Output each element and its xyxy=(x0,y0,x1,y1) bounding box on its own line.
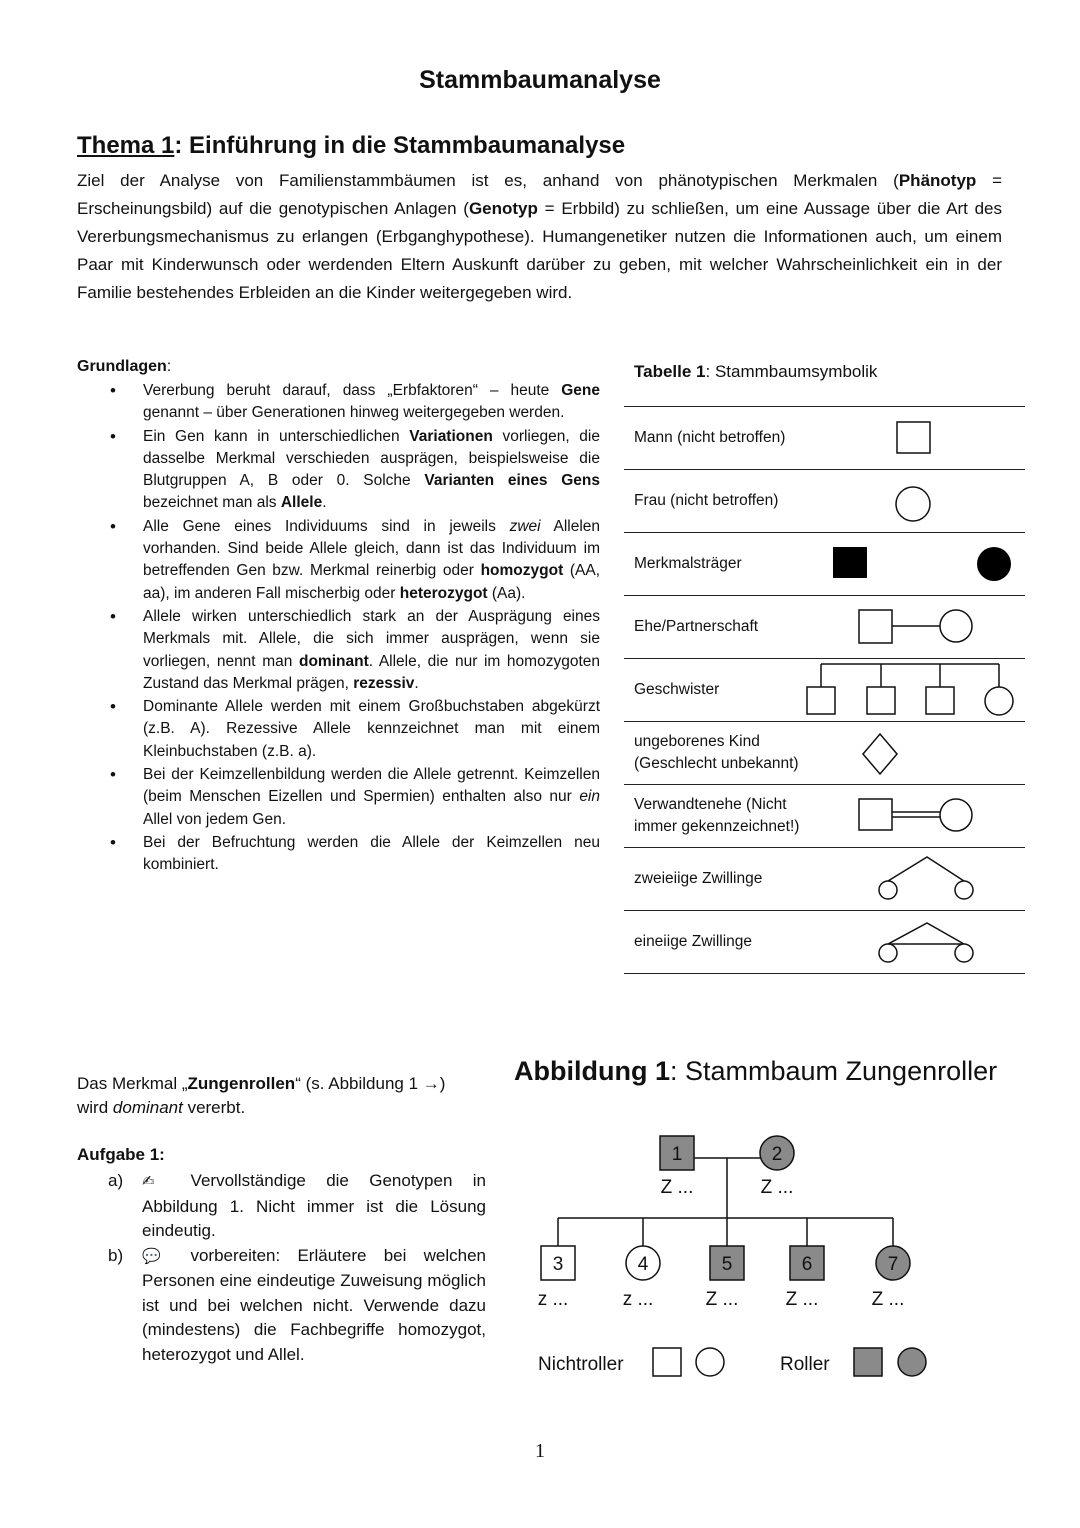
grundlagen-text: Bei der Keimzellenbildung werden die Allele getrennt. Keimzellen (beim Menschen Eizellen und Spermien) enthalten also nur xyxy=(143,766,600,806)
person-number: 5 xyxy=(721,1254,733,1275)
speech-bubble-icon: 💬 xyxy=(142,1247,174,1265)
section-title: : Einführung in die Stammbaumanalyse xyxy=(174,132,626,159)
table-caption xyxy=(634,362,877,382)
dizygotic-twins-icon xyxy=(624,848,1025,910)
page-number: 1 xyxy=(535,1440,545,1462)
genotype-label: Z ... xyxy=(705,1289,739,1310)
intro-text: = Erscheinungsbild) auf die genotypischen Anlagen ( xyxy=(77,171,1003,218)
grundlagen-item xyxy=(108,764,600,831)
symbol-row xyxy=(624,847,1025,910)
siblings-icon xyxy=(624,659,1025,721)
grundlagen-item xyxy=(108,380,600,425)
table-caption-label: Tabelle 1 xyxy=(634,362,706,381)
person-7 xyxy=(872,1246,910,1310)
grundlagen-item xyxy=(108,516,600,605)
aufgabe-b-text: vorbereiten: Erläutere bei welchen Personen eine eindeutige Zuweisung möglich ist und bei welchen nicht. Verwende dazu (mindestens) die Fachbegriffe homozygot, heterozygot und Allel. xyxy=(142,1245,486,1364)
grundlagen-item xyxy=(108,606,600,695)
diamond-icon xyxy=(624,722,1025,784)
aufgabe-a xyxy=(108,1169,486,1244)
grundlagen-text: Allelen vorhanden. Sind beide Allele gleich, dann ist das Individuum im betreffenden Gen bzw. Merkmal reinerbig oder xyxy=(143,517,601,580)
grundlagen-text: . xyxy=(322,494,327,512)
person-5 xyxy=(706,1246,744,1310)
figure-caption-label: Abbildung 1 xyxy=(514,1056,670,1086)
grundlagen-term: heterozygot xyxy=(399,584,488,602)
person-number: 6 xyxy=(801,1254,813,1275)
circle-icon xyxy=(624,470,1025,532)
merkmal-emphasis: dominant xyxy=(112,1098,183,1117)
grundlagen-text: . Allele, die nur im homozygoten Zustand das Merkmal prägen, xyxy=(143,652,600,692)
symbol-row xyxy=(624,532,1025,595)
symbol-row xyxy=(624,784,1025,847)
grundlagen-item xyxy=(108,426,600,515)
symbol-row xyxy=(624,595,1025,658)
symbol-label: zweieiige Zwillinge xyxy=(634,870,763,887)
grundlagen-text: Allele wirken unterschiedlich stark an der Ausprägung eines Merkmals mit. Allele, die sich immer ausprägen, wenn sie vorliegen, nennt man xyxy=(143,607,600,670)
genotype-label: Z ... xyxy=(785,1289,819,1310)
grundlagen-text: . xyxy=(414,674,419,692)
symbol-label: Ehe/Partnerschaft xyxy=(634,618,759,635)
grundlagen-term: ein xyxy=(579,788,600,806)
legend-filled-square-icon xyxy=(854,1348,882,1376)
grundlagen-text: Bei der Befruchtung werden die Allele der Keimzellen neu kombiniert. xyxy=(143,833,600,874)
symbol-label: eineiige Zwillinge xyxy=(634,933,753,950)
symbol-row xyxy=(624,658,1025,721)
legend-filled-circle-icon xyxy=(898,1348,926,1376)
genotype-label: Z ... xyxy=(760,1177,794,1198)
grundlagen-text: genannt – über Generationen hinweg weitergegeben werden. xyxy=(143,404,565,422)
consanguineous-icon xyxy=(624,785,1025,847)
figure-caption-text: : Stammbaum Zungenroller xyxy=(669,1056,998,1086)
grundlagen-heading: Grundlagen: xyxy=(77,358,172,375)
aufgabe-heading: Aufgabe 1: xyxy=(77,1145,165,1164)
aufgabe-list xyxy=(108,1169,486,1367)
legend-square-icon xyxy=(653,1348,681,1376)
aufgabe-a-label: a) xyxy=(108,1171,124,1190)
grundlagen-term: dominant xyxy=(299,652,369,670)
symbol-label: ungeborenes Kind (Geschlecht unbekannt) xyxy=(634,733,799,772)
person-3 xyxy=(538,1246,575,1310)
grundlagen-term: Allele xyxy=(280,494,323,512)
genotype-label: z ... xyxy=(537,1289,569,1310)
person-6 xyxy=(786,1246,824,1310)
person-number: 7 xyxy=(887,1254,899,1275)
aufgabe-b-label: b) xyxy=(108,1245,124,1265)
intro-term: Phänotyp xyxy=(898,171,977,190)
figure-caption xyxy=(514,1056,997,1087)
merkmal-part: Das Merkmal „ xyxy=(77,1074,188,1093)
grundlagen-term: homozygot xyxy=(480,562,564,580)
symbol-row xyxy=(624,910,1025,974)
grundlagen-term: zwei xyxy=(509,517,541,535)
aufgabe-a-text: Vervollständige die Genotypen in Abbildung 1. Nicht immer ist die Lösung eindeutig. xyxy=(142,1171,486,1240)
symbol-label: Verwandtenehe (Nicht immer gekennzeichnet!) xyxy=(634,796,800,835)
person-number: 3 xyxy=(552,1254,564,1275)
pencil-icon: ✍ xyxy=(142,1173,171,1190)
grundlagen-text: vorliegen, die dasselbe Merkmal verschieden ausprägen, beispielsweise die Blutgruppen A, B oder 0. Solche xyxy=(143,427,600,490)
merkmal-term: Zungenrollen xyxy=(187,1074,296,1093)
monozygotic-twins-icon xyxy=(624,911,1025,973)
intro-text: = Erbbild) zu schließen, um eine Aussage über die Art des Vererbungsmechanismus zu erlangen (Erbganghypothese). Humangenetiker nutzen die Informationen auch, um einem Paar mit Kinderwunsch oder werdenden Eltern Auskunft darüber zu geben, mit welcher Wahrscheinlichkeit ein in der Familie bestehendes Erbleiden an die Kinder weitergegeben wird. xyxy=(77,199,1002,302)
partnership-icon xyxy=(624,596,1025,658)
person-1 xyxy=(660,1136,694,1198)
grundlagen-text: (Aa). xyxy=(487,584,526,602)
square-icon xyxy=(624,407,1025,469)
symbol-row xyxy=(624,406,1025,469)
grundlagen-term: Gene xyxy=(561,382,600,399)
merkmal-part: vererbt. xyxy=(182,1098,246,1117)
symbol-label: Frau (nicht betroffen) xyxy=(634,492,779,509)
grundlagen-text: (AA, aa), im anderen Fall mischerbig oder xyxy=(143,562,601,602)
grundlagen-term: Variationen xyxy=(409,427,493,445)
grundlagen-item xyxy=(108,696,600,763)
intro-text: Ziel der Analyse von Familienstammbäumen ist es, anhand von phänotypischen Merkmalen ( xyxy=(77,171,899,190)
person-4 xyxy=(623,1246,660,1310)
grundlagen-text: Dominante Allele werden mit einem Großbuchstaben abgekürzt (z.B. A). Rezessive Allele kennzeichnet man mit einem Kleinbuchstaben (z.B. a). xyxy=(143,698,600,760)
intro-term: Genotyp xyxy=(468,199,538,218)
merkmal-part: “ (s. Abbildung 1 →) xyxy=(295,1074,446,1093)
symbol-label: Geschwister xyxy=(634,681,720,698)
grundlagen-list xyxy=(108,380,600,878)
person-number: 2 xyxy=(771,1144,783,1165)
table-caption-text: : Stammbaumsymbolik xyxy=(705,362,878,381)
grundlagen-text: Allel von jedem Gen. xyxy=(143,810,287,828)
intro-paragraph xyxy=(77,167,1002,307)
legend-roller-label: Roller xyxy=(780,1354,830,1375)
grundlagen-text: Vererbung beruht darauf, dass „Erbfaktoren“ – heute xyxy=(143,382,562,399)
symbol-table xyxy=(624,406,1025,974)
grundlagen-term: rezessiv xyxy=(353,674,415,692)
grundlagen-term: Varianten eines Gens xyxy=(424,472,600,490)
merkmal-part: wird xyxy=(77,1098,113,1117)
grundlagen-text: bezeichnet man als xyxy=(143,494,281,512)
grundlagen-text: Ein Gen kann in unterschiedlichen xyxy=(143,427,410,445)
page-title: Stammbaumanalyse xyxy=(419,66,661,94)
legend-circle-icon xyxy=(696,1348,724,1376)
pedigree-chart xyxy=(515,1120,935,1400)
genotype-label: z ... xyxy=(622,1289,654,1310)
genotype-label: Z ... xyxy=(660,1177,694,1198)
section-heading xyxy=(77,132,625,160)
filled-square-circle-icon xyxy=(624,533,1025,595)
section-number: Thema 1 xyxy=(77,132,175,159)
person-2 xyxy=(760,1136,794,1198)
symbol-row xyxy=(624,469,1025,532)
genotype-label: Z ... xyxy=(871,1289,905,1310)
grundlagen-text: Alle Gene eines Individuums sind in jeweils xyxy=(143,517,510,535)
merkmal-text xyxy=(77,1072,497,1120)
symbol-row xyxy=(624,721,1025,784)
person-number: 4 xyxy=(637,1254,649,1275)
legend-nonroller-label: Nichtroller xyxy=(538,1354,624,1375)
aufgabe-b xyxy=(108,1244,486,1368)
symbol-label: Merkmalsträger xyxy=(634,555,742,572)
grundlagen-item xyxy=(108,832,600,877)
symbol-label: Mann (nicht betroffen) xyxy=(634,429,786,446)
person-number: 1 xyxy=(671,1144,683,1165)
grundlagen-heading-text: Grundlagen xyxy=(77,358,167,375)
